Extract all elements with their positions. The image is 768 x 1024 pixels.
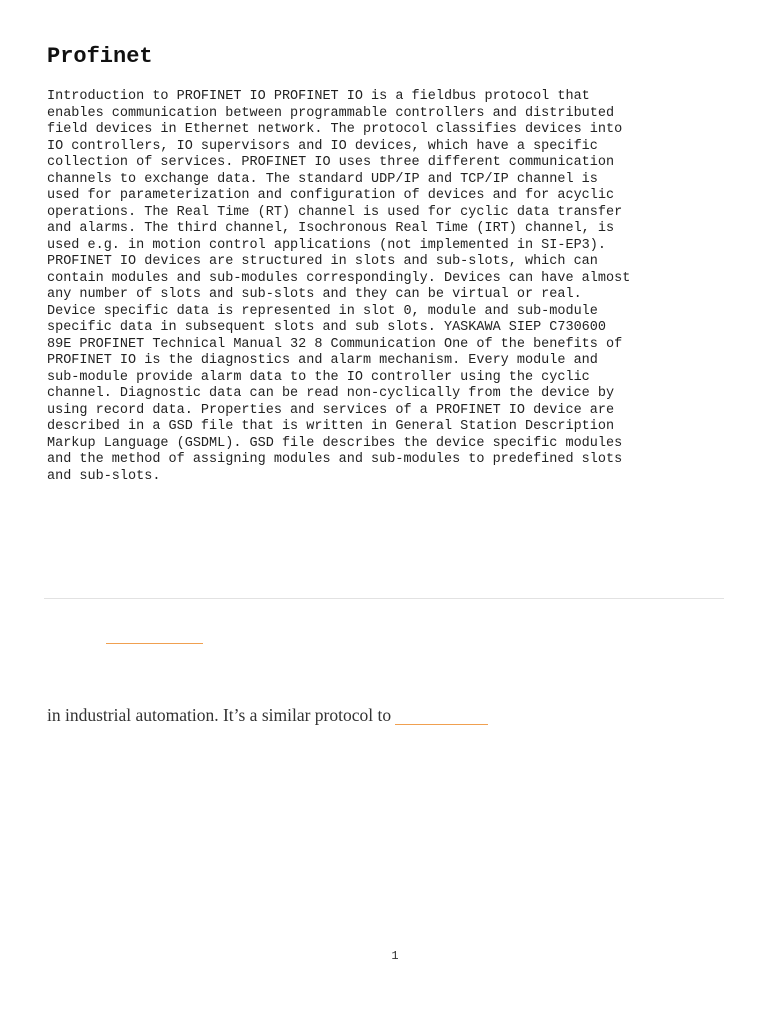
body-line: channel. Diagnostic data can be read non-cyclically from the device by [47, 386, 615, 401]
body-line: and the method of assigning modules and sub-modules to predefined slots [47, 452, 623, 467]
body-line: using record data. Properties and services of a PROFINET IO device are [47, 402, 615, 418]
body-line: any number of slots and sub-slots and they can be virtual or real. [47, 287, 582, 302]
page-number: 1 [391, 949, 399, 963]
body-line: Device specific data is represented in slot 0, module and sub-module [47, 303, 598, 319]
body-line: PROFINET IO is the diagnostics and alarm mechanism. Every module and [47, 353, 598, 368]
body-line: enables communication between programmable controllers and distributed [47, 105, 615, 121]
fill-in-blank [106, 643, 203, 644]
body-line: contain modules and sub-modules correspondingly. Devices can have almost [47, 270, 631, 286]
body-line: collection of services. PROFINET IO uses three different communication [47, 155, 615, 170]
body-line: used for parameterization and configuration of devices and for acyclic [47, 188, 615, 203]
body-line: PROFINET IO devices are structured in slots and sub-slots, which can [47, 254, 598, 269]
body-line: and sub-slots. [47, 468, 161, 484]
fill-in-blank-inline [395, 724, 488, 725]
body-line: IO controllers, IO supervisors and IO devices, which have a specific [47, 138, 598, 154]
body-line: sub-module provide alarm data to the IO controller using the cyclic [47, 369, 590, 385]
body-paragraph [47, 89, 727, 485]
body-line: operations. The Real Time (RT) channel is used for cyclic data transfer [47, 204, 623, 220]
body-line: specific data in subsequent slots and sub slots. YASKAWA SIEP C730600 [47, 320, 606, 335]
body-line: Markup Language (GSDML). GSD file describes the device specific modules [47, 435, 623, 451]
body-line: channels to exchange data. The standard UDP/IP and TCP/IP channel is [47, 171, 598, 187]
body-line: 89E PROFINET Technical Manual 32 8 Communication One of the benefits of [47, 336, 623, 352]
body-line: field devices in Ethernet network. The protocol classifies devices into [47, 122, 623, 137]
fill-in-sentence [47, 703, 488, 727]
body-line: used e.g. in motion control applications (not implemented in SI-EP3). [47, 237, 606, 253]
body-line: and alarms. The third channel, Isochronous Real Time (IRT) channel, is [47, 221, 615, 236]
section-divider [44, 598, 724, 599]
body-line: Introduction to PROFINET IO PROFINET IO is a fieldbus protocol that [47, 89, 590, 104]
page-title: Profinet [47, 44, 153, 69]
fill-in-sentence-text: in industrial automation. It’s a similar protocol to [47, 705, 392, 725]
body-line: described in a GSD file that is written in General Station Description [47, 419, 615, 434]
